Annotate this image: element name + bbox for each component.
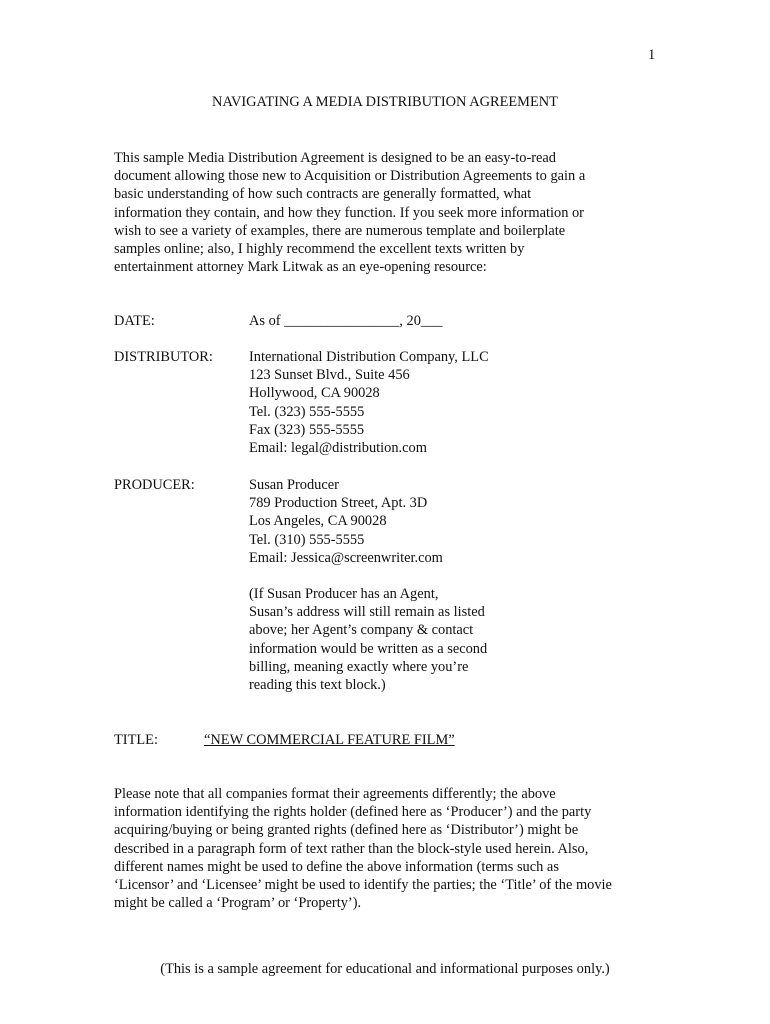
distributor-line: 123 Sunset Blvd., Suite 456: [249, 367, 410, 384]
producer-note-line: Susan’s address will still remain as listed: [249, 604, 485, 621]
film-title: “NEW COMMERCIAL FEATURE FILM”: [204, 732, 455, 748]
producer-block: [249, 476, 443, 567]
intro-line: This sample Media Distribution Agreement is designed to be an easy-to-read: [114, 150, 556, 166]
producer-note-line: reading this text block.): [249, 677, 386, 694]
producer-line: Email: Jessica@screenwriter.com: [249, 549, 443, 566]
title-label: TITLE:: [114, 732, 158, 748]
distributor-block: [249, 348, 489, 457]
producer-line: Los Angeles, CA 90028: [249, 513, 387, 530]
note-line: ‘Licensor’ and ‘Licensee’ might be used to identify the parties; the ‘Title’ of the movie: [114, 877, 612, 894]
intro-line: basic understanding of how such contracts are generally formatted, what: [114, 186, 532, 203]
distributor-line: Fax (323) 555-5555: [249, 421, 365, 438]
intro-line: wish to see a variety of examples, there are numerous template and boilerplate: [114, 222, 566, 239]
distributor-line: Hollywood, CA 90028: [249, 385, 380, 402]
note-line: acquiring/buying or being granted rights (defined here as ‘Distributor’) might be: [114, 822, 579, 839]
producer-agent-note: [249, 585, 487, 694]
date-value: As of ________________, 20___: [249, 313, 443, 329]
distributor-line: Email: legal@distribution.com: [249, 440, 427, 457]
note-line: information identifying the rights holder (defined here as ‘Producer’) and the party: [114, 804, 592, 821]
intro-line: samples online; also, I highly recommend the excellent texts written by: [114, 241, 525, 258]
note-paragraph: [114, 785, 612, 912]
intro-line: information they contain, and how they function. If you seek more information or: [114, 204, 584, 221]
date-label: DATE:: [114, 313, 155, 329]
note-line: Please note that all companies format their agreements differently; the above: [114, 786, 556, 802]
producer-line: Tel. (310) 555-5555: [249, 531, 365, 548]
distributor-line: Tel. (323) 555-5555: [249, 403, 365, 420]
producer-label: PRODUCER:: [114, 477, 195, 493]
distributor-line: International Distribution Company, LLC: [249, 349, 489, 365]
producer-note-line: information would be written as a second: [249, 640, 488, 657]
disclaimer-footer: (This is a sample agreement for educational and informational purposes only.): [160, 961, 610, 977]
distributor-label: DISTRIBUTOR:: [114, 349, 213, 365]
intro-line: document allowing those new to Acquisition or Distribution Agreements to gain a: [114, 168, 586, 185]
note-line: described in a paragraph form of text rather than the block-style used herein. Also,: [114, 840, 589, 857]
document-title: NAVIGATING A MEDIA DISTRIBUTION AGREEMENT: [212, 94, 558, 110]
producer-note-line: (If Susan Producer has an Agent,: [249, 586, 439, 602]
producer-note-line: above; her Agent’s company & contact: [249, 622, 474, 639]
page-number: 1: [648, 47, 656, 63]
intro-paragraph: [114, 149, 585, 276]
note-line: might be called a ‘Program’ or ‘Property’).: [114, 895, 362, 912]
producer-line: Susan Producer: [249, 477, 339, 493]
producer-line: 789 Production Street, Apt. 3D: [249, 495, 428, 512]
intro-line: entertainment attorney Mark Litwak as an eye-opening resource:: [114, 259, 487, 276]
note-line: different names might be used to define the above information (terms such as: [114, 858, 559, 875]
producer-note-line: billing, meaning exactly where you’re: [249, 658, 469, 675]
